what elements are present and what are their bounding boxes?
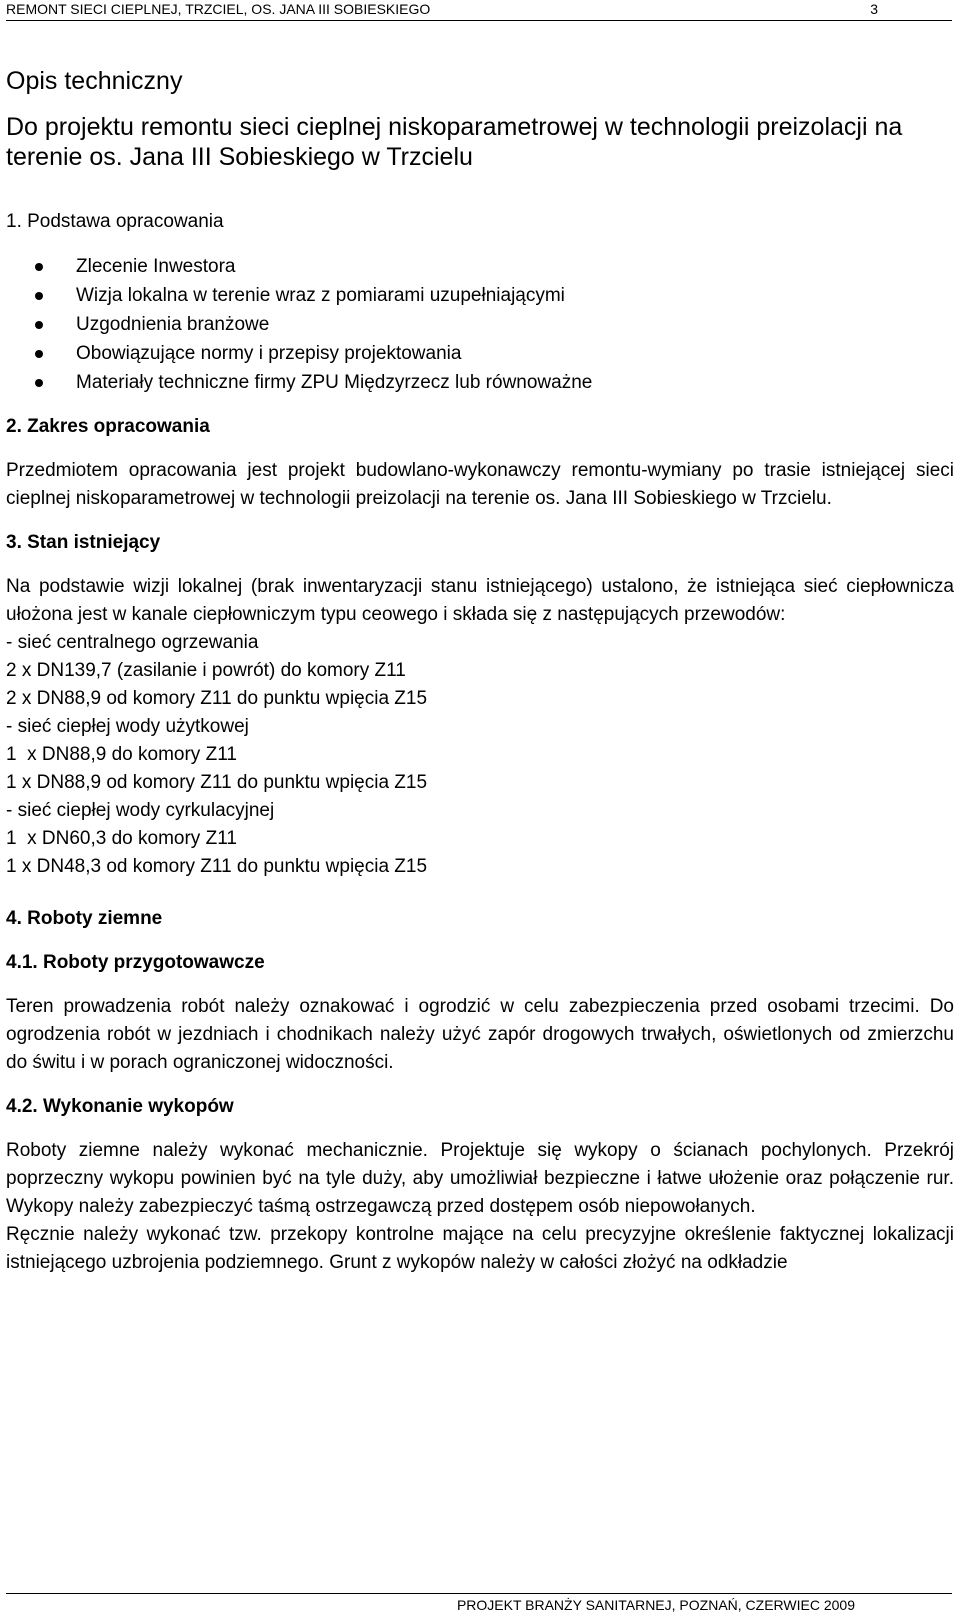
- document-title: Opis techniczny: [6, 67, 183, 95]
- section-3-heading: 3. Stan istniejący: [6, 532, 161, 553]
- page-number: 3: [870, 1, 878, 17]
- bullet-icon: [35, 263, 43, 271]
- list-item-text: Zlecenie Inwestora: [76, 256, 236, 277]
- pipe-list-line: 1 x DN60,3 do komory Z11: [6, 828, 237, 849]
- bullet-icon: [35, 379, 43, 387]
- list-item-text: Uzgodnienia branżowe: [76, 314, 270, 335]
- bullet-icon: [35, 321, 43, 329]
- pipe-list-line: 1 x DN48,3 od komory Z11 do punktu wpięcia Z15: [6, 856, 428, 877]
- list-item-text: Materiały techniczne firmy ZPU Międzyrzecz lub równoważne: [76, 372, 593, 393]
- section-4-1-heading: 4.1. Roboty przygotowawcze: [6, 952, 265, 973]
- list-item-text: Obowiązujące normy i przepisy projektowania: [76, 343, 462, 364]
- list-item: [6, 252, 954, 281]
- document-body: [6, 66, 954, 1277]
- footer-text: PROJEKT BRANŻY SANITARNEJ, POZNAŃ, CZERWIEC 2009: [456, 1597, 855, 1613]
- pipe-list-line: - sieć centralnego ogrzewania: [6, 632, 259, 653]
- section-4-2-text: Roboty ziemne należy wykonać mechanicznie. Projektuje się wykopy o ścianach pochylonych. Przekrój poprzeczny wykopu powinien być na tyle duży, aby umożliwiał bezpieczne i łatwe ułożenie oraz połączenie rur. Wykopy należy zabezpieczyć taśmą ostrzegawczą przed dostępem osób niepowołanych.: [6, 1140, 954, 1217]
- list-item-text: Wizja lokalna w terenie wraz z pomiarami uzupełniającymi: [76, 285, 565, 306]
- pipe-list-line: - sieć ciepłej wody użytkowej: [6, 716, 249, 737]
- section-4-2-heading: 4.2. Wykonanie wykopów: [6, 1096, 234, 1117]
- section-4-heading: 4. Roboty ziemne: [6, 908, 163, 929]
- header-title: REMONT SIECI CIEPLNEJ, TRZCIEL, OS. JANA III SOBIESKIEGO: [6, 1, 431, 17]
- bullet-icon: [35, 350, 43, 358]
- list-item: [6, 339, 954, 368]
- section-3-text: Na podstawie wizji lokalnej (brak inwentaryzacji stanu istniejącego) ustalono, że istniejąca sieć ciepłownicza ułożona jest w kanale ciepłowniczym typu ceowego i składa się z następujących przewodów:: [6, 576, 954, 625]
- list-item: [6, 281, 954, 310]
- pipe-list-line: 2 x DN88,9 od komory Z11 do punktu wpięcia Z15: [6, 688, 428, 709]
- pipe-list: [6, 629, 954, 881]
- pipe-list-line: 1 x DN88,9 od komory Z11 do punktu wpięcia Z15: [6, 772, 428, 793]
- section-4-1-text: Teren prowadzenia robót należy oznakować i ogrodzić w celu zabezpieczenia przed osobami trzecimi. Do ogrodzenia robót w jezdniach i chodnikach należy użyć zapór drogowych trwałych, oświetlonych od zmierzchu do świtu i w porach ograniczonej widoczności.: [6, 996, 954, 1073]
- list-item: [6, 310, 954, 339]
- pipe-list-line: - sieć ciepłej wody cyrkulacyjnej: [6, 800, 275, 821]
- section-2-text: Przedmiotem opracowania jest projekt budowlano-wykonawczy remontu-wymiany po trasie istniejącej sieci cieplnej niskoparametrowej w technologii preizolacji na terenie os. Jana III Sobieskiego w Trzcielu.: [6, 460, 954, 509]
- section-2-heading: 2. Zakres opracowania: [6, 416, 210, 437]
- bullet-icon: [35, 292, 43, 300]
- section-4-2-text-continued: Ręcznie należy wykonać tzw. przekopy kontrolne mające na celu precyzyjne określenie faktycznej lokalizacji istniejącego uzbrojenia podziemnego. Grunt z wykopów należy w całości złożyć na odkładzie: [6, 1224, 954, 1273]
- pipe-list-line: 2 x DN139,7 (zasilanie i powrót) do komory Z11: [6, 660, 406, 681]
- list-item: [6, 368, 954, 397]
- document-subtitle: Do projektu remontu sieci cieplnej niskoparametrowej w technologii preizolacji na terenie os. Jana III Sobieskiego w Trzcielu: [6, 113, 903, 171]
- pipe-list-line: 1 x DN88,9 do komory Z11: [6, 744, 237, 765]
- section-1-list: [6, 252, 954, 397]
- page-header: [6, 0, 952, 21]
- page-footer: [6, 1593, 952, 1614]
- section-1-heading: 1. Podstawa opracowania: [6, 211, 224, 232]
